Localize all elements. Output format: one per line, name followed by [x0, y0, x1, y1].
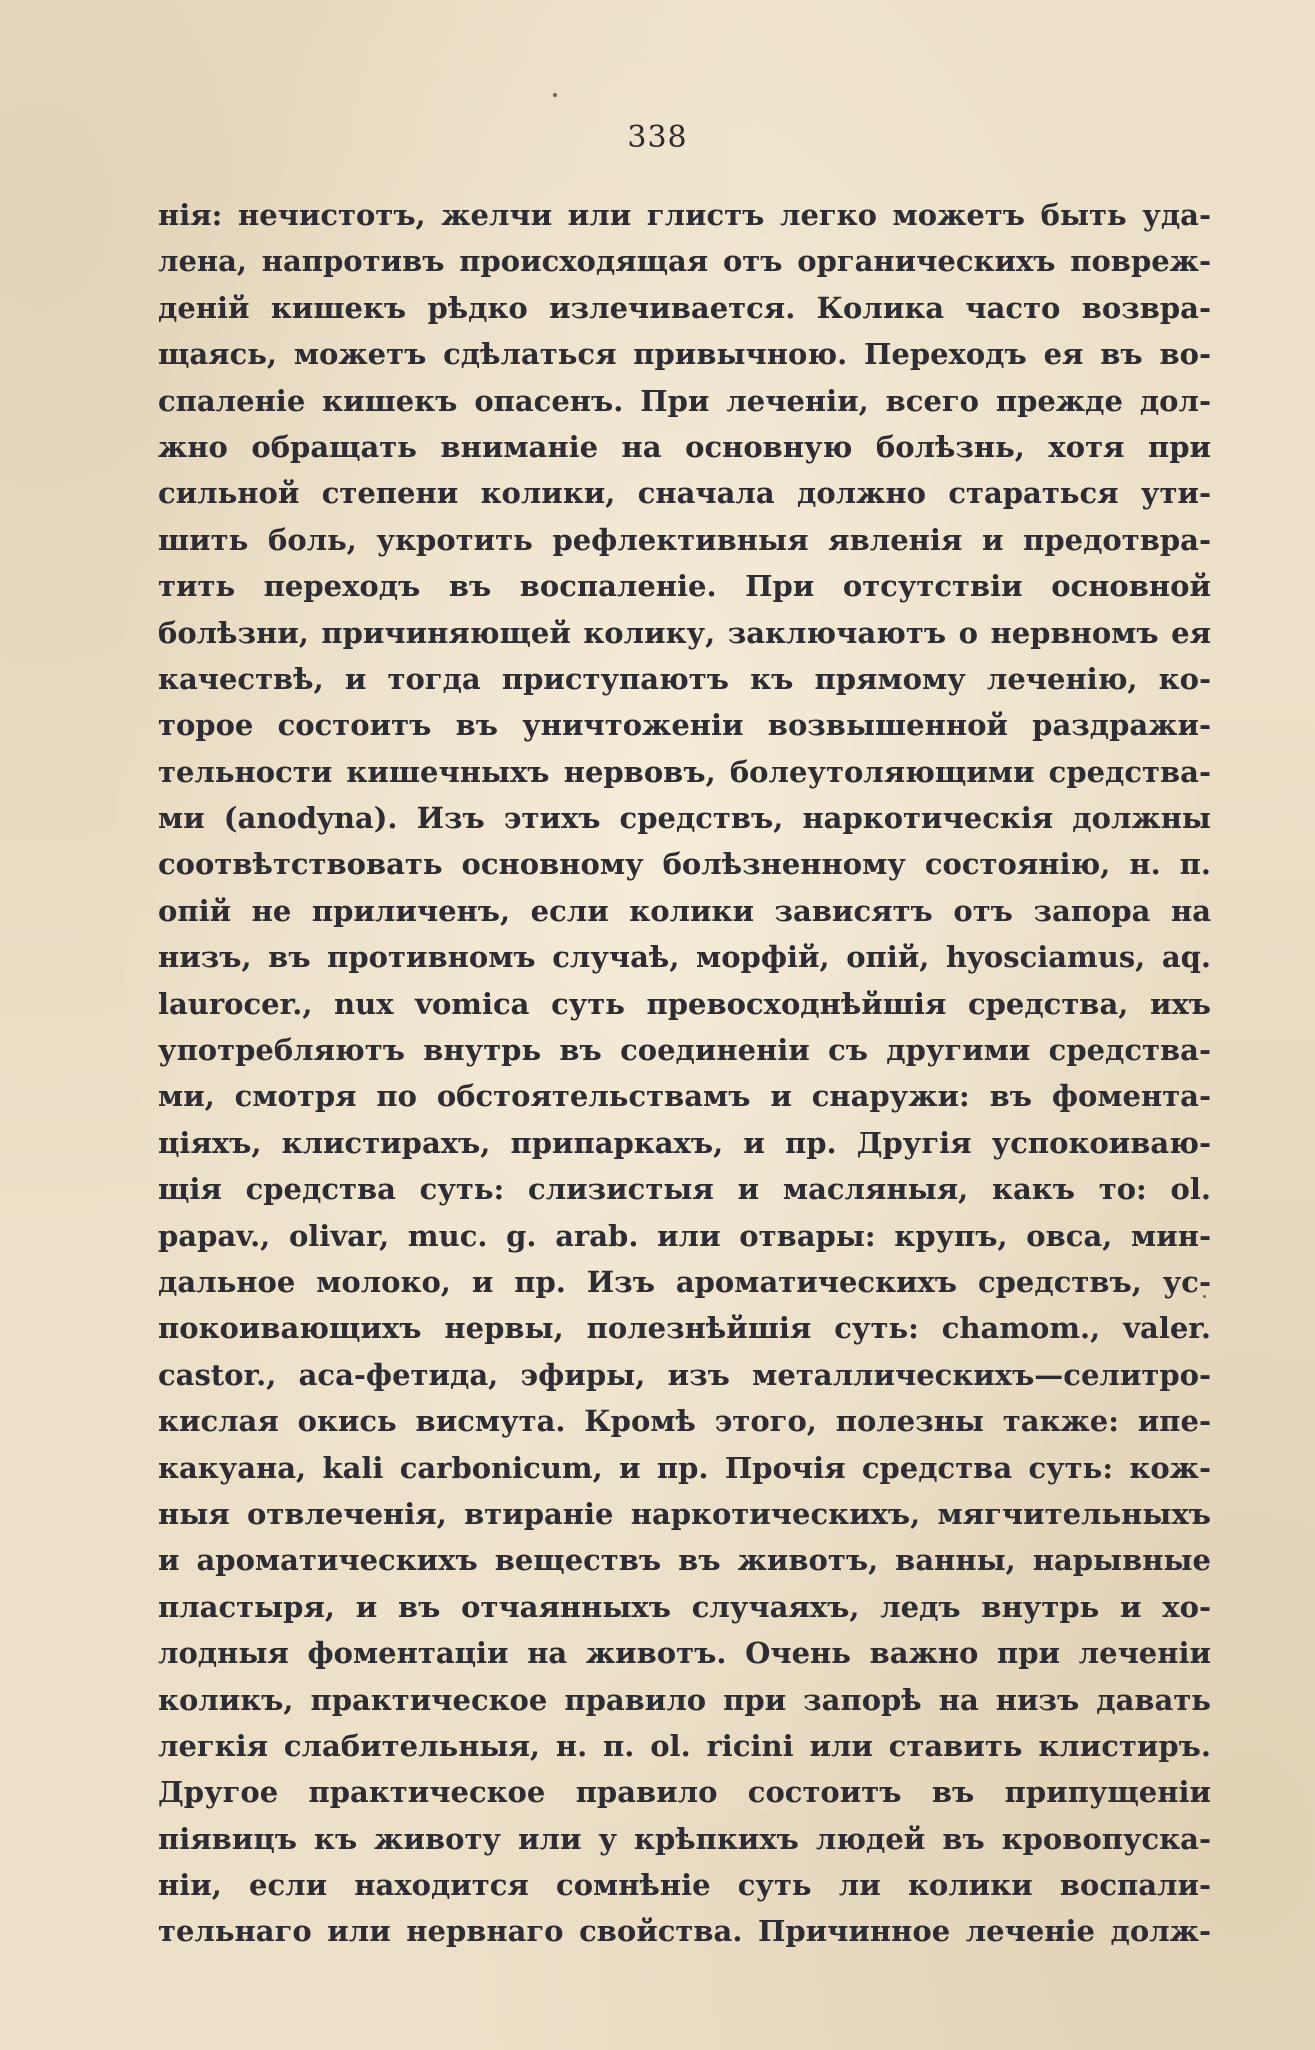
text-line: пластыря, и въ отчаянныхъ случаяхъ, ледъ внутрь и хо-	[158, 1589, 1211, 1624]
text-line: деній кишекъ рѣдко излечивается. Колика часто возвра-	[158, 290, 1211, 325]
text-line: тить переходъ въ воспаленіе. При отсутствіи основной	[158, 569, 1211, 604]
text-line: соотвѣтствовать основному болѣзненному состоянію, н. п.	[158, 847, 1211, 882]
text-line: сильной степени колики, сначала должно стараться ути-	[158, 476, 1211, 511]
text-line: laurocer., nux vomica суть превосходнѣйшія средства, ихъ	[158, 986, 1211, 1021]
text-line: Другое практическое правило состоитъ въ припущеніи	[158, 1775, 1211, 1810]
text-line: тельнаго или нервнаго свойства. Причинное леченіе долж-	[158, 1914, 1211, 1949]
text-line: легкія слабительныя, н. п. ol. ricini или ставить клистиръ.	[158, 1728, 1211, 1763]
text-line: піявицъ къ животу или у крѣпкихъ людей въ кровопуска-	[158, 1821, 1211, 1856]
text-line: лена, напротивъ происходящая отъ органическихъ повреж-	[158, 244, 1211, 279]
text-line: низъ, въ противномъ случаѣ, морфій, опій, hyosciamus, aq.	[158, 940, 1211, 975]
text-line: шить боль, укротить рефлективныя явленія и предотвра-	[158, 522, 1211, 557]
text-line: употребляютъ внутрь въ соединеніи съ другими средства-	[158, 1033, 1211, 1068]
text-line: болѣзни, причиняющей колику, заключаютъ о нервномъ ея	[158, 615, 1211, 650]
body-text	[158, 192, 1211, 1955]
text-line: коликъ, практическое правило при запорѣ на низъ давать	[158, 1682, 1211, 1717]
text-line: щаясь, можетъ сдѣлаться привычною. Переходъ ея въ во-	[158, 337, 1211, 372]
text-line: и ароматическихъ веществъ въ животъ, ванны, нарывные	[158, 1543, 1211, 1578]
text-line: нія: нечистотъ, желчи или глистъ легко можетъ быть уда-	[158, 198, 1211, 232]
text-line: дальное молоко, и пр. Изъ ароматическихъ средствъ, ус-	[158, 1264, 1211, 1299]
text-line: ми (anodyna). Изъ этихъ средствъ, наркотическія должны	[158, 801, 1211, 836]
text-line: щія средства суть: слизистыя и масляныя, какъ то: ol.	[158, 1172, 1211, 1207]
text-line: ніи, если находится сомнѣніе суть ли колики воспали-	[158, 1868, 1211, 1903]
text-line: спаленіе кишекъ опасенъ. При леченіи, всего прежде дол-	[158, 383, 1211, 418]
text-line: лодныя фоментаціи на животъ. Очень важно при леченіи	[158, 1636, 1211, 1671]
paper-speck	[553, 93, 557, 97]
text-line: ми, смотря по обстоятельствамъ и снаружи: въ фомента-	[158, 1079, 1211, 1114]
text-line: какуана, kali carbonicum, и пр. Прочія средства суть: кож-	[158, 1450, 1211, 1485]
text-line: castor., аса-фетида, эфиры, изъ металлическихъ—селитро-	[158, 1357, 1211, 1392]
text-line: качествѣ, и тогда приступаютъ къ прямому леченію, ко-	[158, 661, 1211, 696]
text-line: жно обращать вниманіе на основную болѣзнь, хотя при	[158, 429, 1211, 464]
text-line: ціяхъ, клистирахъ, припаркахъ, и пр. Другія успокоиваю-	[158, 1125, 1211, 1160]
text-line: кислая окись висмута. Кромѣ этого, полезны также: ипе-	[158, 1404, 1211, 1439]
text-line: ныя отвлеченія, втираніе наркотическихъ, мягчительныхъ	[158, 1496, 1211, 1531]
text-line: тельности кишечныхъ нервовъ, болеутоляющими средства-	[158, 754, 1211, 789]
text-line: опій не приличенъ, если колики зависятъ отъ запора на	[158, 893, 1211, 928]
text-line: покоивающихъ нервы, полезнѣйшія суть: chamom., valer.	[158, 1311, 1211, 1346]
text-line: торое состоитъ въ уничтоженіи возвышенной раздражи-	[158, 708, 1211, 743]
text-line: papav., olivar, muc. g. arab. или отвары: крупъ, овса, мин-	[158, 1218, 1211, 1253]
page-number: 338	[627, 120, 688, 155]
